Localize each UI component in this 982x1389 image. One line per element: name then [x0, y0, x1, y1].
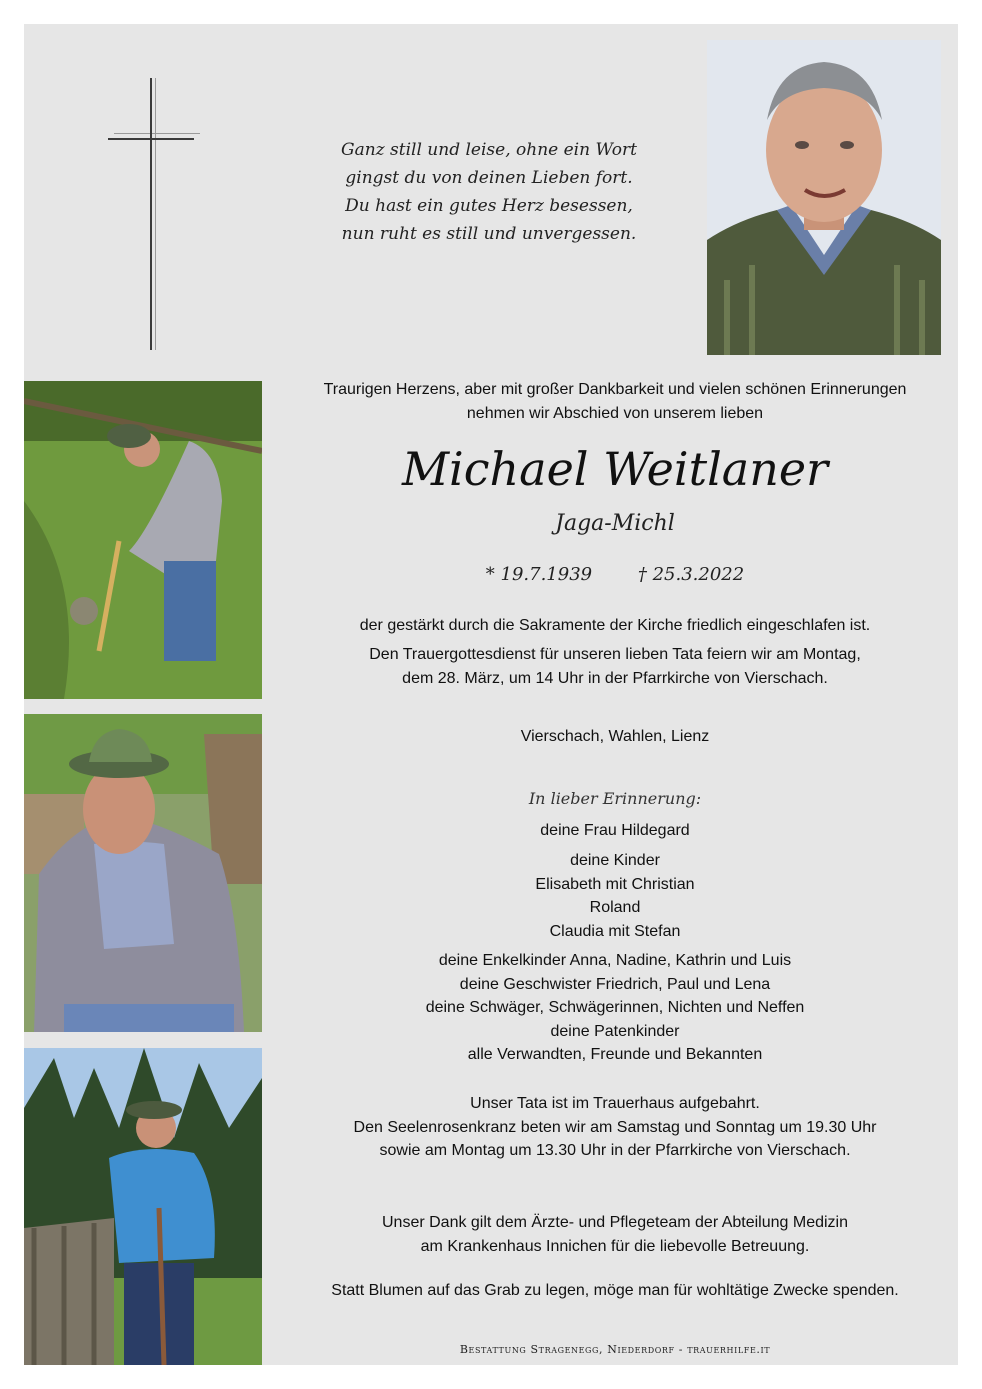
memory-line: deine Enkelkinder Anna, Nadine, Kathrin und Luis — [438, 952, 792, 969]
service-line: Den Trauergottesdienst für unseren lieben Tata feiern wir am Montag, — [369, 646, 861, 663]
thanks-text — [305, 1211, 925, 1258]
thanks-line: am Krankenhaus Innichen für die liebevolle Betreuung. — [420, 1237, 810, 1255]
memory-children — [305, 849, 925, 943]
memory-line: deine Geschwister Friedrich, Paul und Lena — [459, 975, 771, 993]
memory-line: deine Kinder — [570, 852, 660, 869]
memory-line: deine Patenkinder — [550, 1022, 680, 1040]
photo-standing-stick — [24, 1048, 262, 1365]
laid-out-line: sowie am Montag um 13.30 Uhr in der Pfarrkirche von Vierschach. — [379, 1142, 851, 1159]
service-text — [305, 643, 925, 690]
obituary-card — [24, 24, 958, 1365]
memory-line: alle Verwandten, Freunde und Bekannten — [467, 1046, 763, 1063]
sacraments-line: der gestärkt durch die Sakramente der Kirche friedlich eingeschlafen ist. — [359, 617, 871, 634]
memory-relatives — [305, 949, 925, 1067]
thanks-line: Unser Dank gilt dem Ärzte- und Pflegeteam der Abteilung Medizin — [381, 1214, 848, 1231]
sacraments-text — [305, 614, 925, 638]
poem-line: gingst du von deinen Lieben fort. — [345, 168, 633, 188]
places-text — [305, 728, 925, 746]
memory-line: Claudia mit Stefan — [549, 922, 681, 940]
birth-date: * 19.7.1939 — [485, 564, 593, 585]
intro-line: nehmen wir Abschied von unserem lieben — [466, 404, 764, 422]
poem-line: nun ruht es still und unvergessen. — [341, 224, 637, 244]
funeral-home-footer: Bestattung Stragenegg, Niederdorf - trauerhilfe.it — [459, 1343, 771, 1356]
intro-text — [305, 378, 925, 425]
laid-out-line: Den Seelenrosenkranz beten wir am Samstag und Sonntag um 19.30 Uhr — [353, 1118, 877, 1136]
flowers-line: Statt Blumen auf das Grab zu legen, möge man für wohltätige Zwecke spenden. — [331, 1282, 899, 1299]
flowers-text — [305, 1282, 925, 1300]
death-date: † 25.3.2022 — [637, 564, 745, 585]
laid-out-line: Unser Tata ist im Trauerhaus aufgebahrt. — [470, 1095, 760, 1112]
memory-line: deine Schwäger, Schwägerinnen, Nichten und Neffen — [425, 999, 805, 1016]
service-line: dem 28. März, um 14 Uhr in der Pfarrkirche von Vierschach. — [402, 669, 828, 687]
poem-line: Du hast ein gutes Herz besessen, — [345, 196, 633, 216]
portrait-photo — [707, 40, 941, 355]
poem — [274, 136, 704, 248]
memory-line: Elisabeth mit Christian — [535, 875, 695, 893]
life-dates — [305, 564, 925, 585]
poem-line: Ganz still und leise, ohne ein Wort — [341, 140, 637, 160]
photo-meadow-work — [24, 381, 262, 699]
memory-title: In lieber Erinnerung: — [528, 789, 702, 808]
deceased-nickname: Jaga-Michl — [555, 511, 675, 536]
photo-sitting-hat — [24, 714, 262, 1032]
deceased-name: Michael Weitlaner — [401, 442, 829, 496]
memory-line: deine Frau Hildegard — [540, 822, 690, 839]
memory-line: Roland — [589, 899, 641, 916]
laid-out-text — [305, 1092, 925, 1163]
intro-line: Traurigen Herzens, aber mit großer Dankbarkeit und vielen schönen Erinnerungen — [323, 381, 907, 398]
memory-wife — [305, 819, 925, 843]
places-line: Vierschach, Wahlen, Lienz — [520, 728, 710, 745]
